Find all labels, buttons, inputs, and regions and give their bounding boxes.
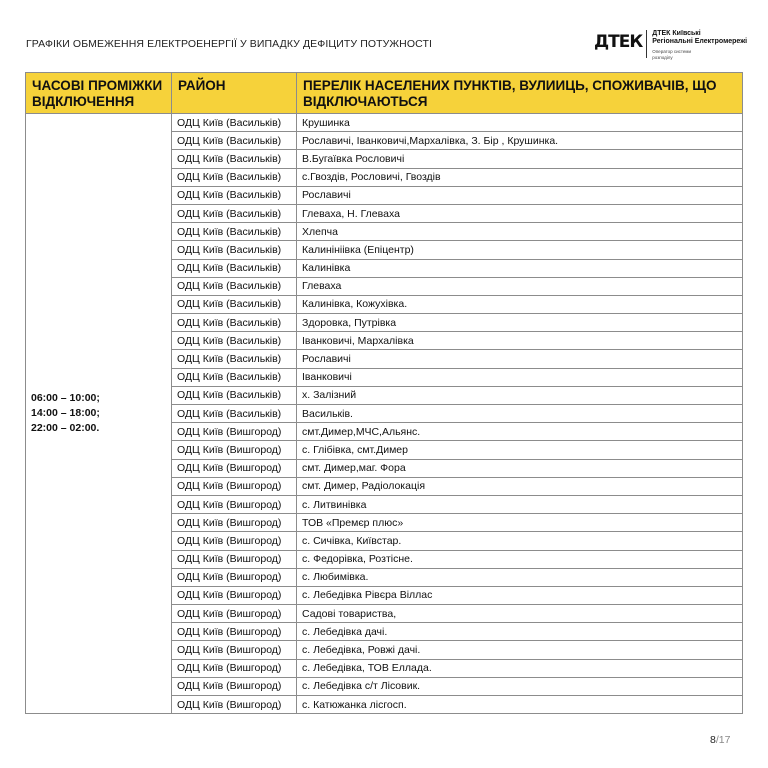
logo-subtitle-line1: Оператор системи	[652, 49, 691, 54]
page-number	[710, 734, 730, 746]
document-title: ГРАФІКИ ОБМЕЖЕННЯ ЕЛЕКТРОЕНЕРГІЇ У ВИПАДКУ ДЕФІЦИТУ ПОТУЖНОСТІ	[26, 38, 432, 50]
places-cell: смт. Димер, Радіолокація	[297, 477, 743, 495]
places-cell: с. Сичівка, Київстар.	[297, 532, 743, 550]
district-cell: ОДЦ Київ (Вишгород)	[172, 696, 297, 714]
district-cell: ОДЦ Київ (Васильків)	[172, 350, 297, 368]
places-cell: с. Лебедівка Рівєра Віллас	[297, 586, 743, 604]
page-total: /17	[715, 734, 731, 746]
district-cell: ОДЦ Київ (Вишгород)	[172, 605, 297, 623]
places-cell: Здоровка, Путрівка	[297, 314, 743, 332]
places-cell: с. Лебедівка с/т Лісовик.	[297, 677, 743, 695]
page-current: 8	[710, 734, 716, 746]
dtek-logo	[594, 30, 754, 64]
district-cell: ОДЦ Київ (Вишгород)	[172, 495, 297, 513]
time-slots-cell	[26, 114, 172, 714]
district-cell: ОДЦ Київ (Васильків)	[172, 277, 297, 295]
places-cell: Садові товариства,	[297, 605, 743, 623]
places-cell: Калинівка	[297, 259, 743, 277]
table-body	[26, 114, 743, 714]
district-cell: ОДЦ Київ (Васильків)	[172, 223, 297, 241]
places-cell: Глеваха	[297, 277, 743, 295]
district-cell: ОДЦ Київ (Васильків)	[172, 332, 297, 350]
places-cell: Калинініівка (Епіцентр)	[297, 241, 743, 259]
places-cell: Іванковичі	[297, 368, 743, 386]
time-slot: 22:00 – 02:00.	[31, 422, 100, 435]
district-cell: ОДЦ Київ (Вишгород)	[172, 623, 297, 641]
district-cell: ОДЦ Київ (Вишгород)	[172, 550, 297, 568]
district-cell: ОДЦ Київ (Васильків)	[172, 295, 297, 313]
places-cell: с. Лебедівка, ТОВ Еллада.	[297, 659, 743, 677]
places-cell: Іванковичі, Мархалівка	[297, 332, 743, 350]
places-cell: с. Федорівка, Розтісне.	[297, 550, 743, 568]
district-cell: ОДЦ Київ (Вишгород)	[172, 514, 297, 532]
places-cell: ТОВ «Премєр плюс»	[297, 514, 743, 532]
district-cell: ОДЦ Київ (Вишгород)	[172, 459, 297, 477]
places-cell: Рославичі, Іванковичі,Мархалівка, З. Бір , Крушинка.	[297, 132, 743, 150]
time-slot: 14:00 – 18:00;	[31, 407, 100, 420]
places-cell: с. Литвинівка	[297, 495, 743, 513]
logo-mark: ДТЕК	[594, 32, 643, 52]
time-slot: 06:00 – 10:00;	[31, 392, 100, 405]
logo-company-line1: ДТЕК Київські	[652, 30, 701, 37]
places-cell: Калинівка, Кожухівка.	[297, 295, 743, 313]
district-cell: ОДЦ Київ (Васильків)	[172, 204, 297, 222]
places-cell: Васильків.	[297, 405, 743, 423]
column-header-places: ПЕРЕЛІК НАСЕЛЕНИХ ПУНКТІВ, ВУЛИИЦЬ, СПОЖИВАЧІВ, ЩО ВІДКЛЮЧАЮТЬСЯ	[297, 73, 743, 114]
table-header-row	[26, 73, 743, 114]
places-cell: Крушинка	[297, 114, 743, 132]
places-cell: с. Любимівка.	[297, 568, 743, 586]
district-cell: ОДЦ Київ (Васильків)	[172, 314, 297, 332]
district-cell: ОДЦ Київ (Васильків)	[172, 259, 297, 277]
district-cell: ОДЦ Київ (Вишгород)	[172, 568, 297, 586]
column-header-district: РАЙОН	[172, 73, 297, 114]
places-cell: с. Лебедівка дачі.	[297, 623, 743, 641]
logo-text	[652, 30, 747, 61]
district-cell: ОДЦ Київ (Вишгород)	[172, 441, 297, 459]
district-cell: ОДЦ Київ (Вишгород)	[172, 423, 297, 441]
places-cell: х. Залізний	[297, 386, 743, 404]
district-cell: ОДЦ Київ (Васильків)	[172, 386, 297, 404]
district-cell: ОДЦ Київ (Вишгород)	[172, 659, 297, 677]
district-cell: ОДЦ Київ (Вишгород)	[172, 641, 297, 659]
district-cell: ОДЦ Київ (Вишгород)	[172, 477, 297, 495]
places-cell: Рославичі	[297, 350, 743, 368]
table-row	[26, 114, 743, 132]
district-cell: ОДЦ Київ (Васильків)	[172, 368, 297, 386]
outage-schedule-table	[25, 72, 743, 714]
places-cell: Рославичі	[297, 186, 743, 204]
places-cell: с.Гвоздів, Рословичі, Гвоздів	[297, 168, 743, 186]
places-cell: Хлепча	[297, 223, 743, 241]
places-cell: В.Бугаївка Рословичі	[297, 150, 743, 168]
district-cell: ОДЦ Київ (Васильків)	[172, 114, 297, 132]
places-cell: смт.Димер,МЧС,Альянс.	[297, 423, 743, 441]
places-cell: с. Глібівка, смт.Димер	[297, 441, 743, 459]
district-cell: ОДЦ Київ (Васильків)	[172, 168, 297, 186]
district-cell: ОДЦ Київ (Васильків)	[172, 405, 297, 423]
column-header-time: ЧАСОВІ ПРОМІЖКИ ВІДКЛЮЧЕННЯ	[26, 73, 172, 114]
district-cell: ОДЦ Київ (Васильків)	[172, 132, 297, 150]
logo-subtitle-line2: розподілу	[652, 55, 673, 60]
logo-company-line2: Регіональні Електромережі	[652, 38, 748, 45]
district-cell: ОДЦ Київ (Васильків)	[172, 186, 297, 204]
places-cell: Глеваха, Н. Глеваха	[297, 204, 743, 222]
places-cell: смт. Димер,маг. Фора	[297, 459, 743, 477]
district-cell: ОДЦ Київ (Васильків)	[172, 150, 297, 168]
district-cell: ОДЦ Київ (Вишгород)	[172, 586, 297, 604]
places-cell: с. Лебедівка, Ровжі дачі.	[297, 641, 743, 659]
district-cell: ОДЦ Київ (Вишгород)	[172, 532, 297, 550]
district-cell: ОДЦ Київ (Васильків)	[172, 241, 297, 259]
district-cell: ОДЦ Київ (Вишгород)	[172, 677, 297, 695]
places-cell: с. Катюжанка лісгосп.	[297, 696, 743, 714]
logo-divider	[646, 30, 647, 58]
